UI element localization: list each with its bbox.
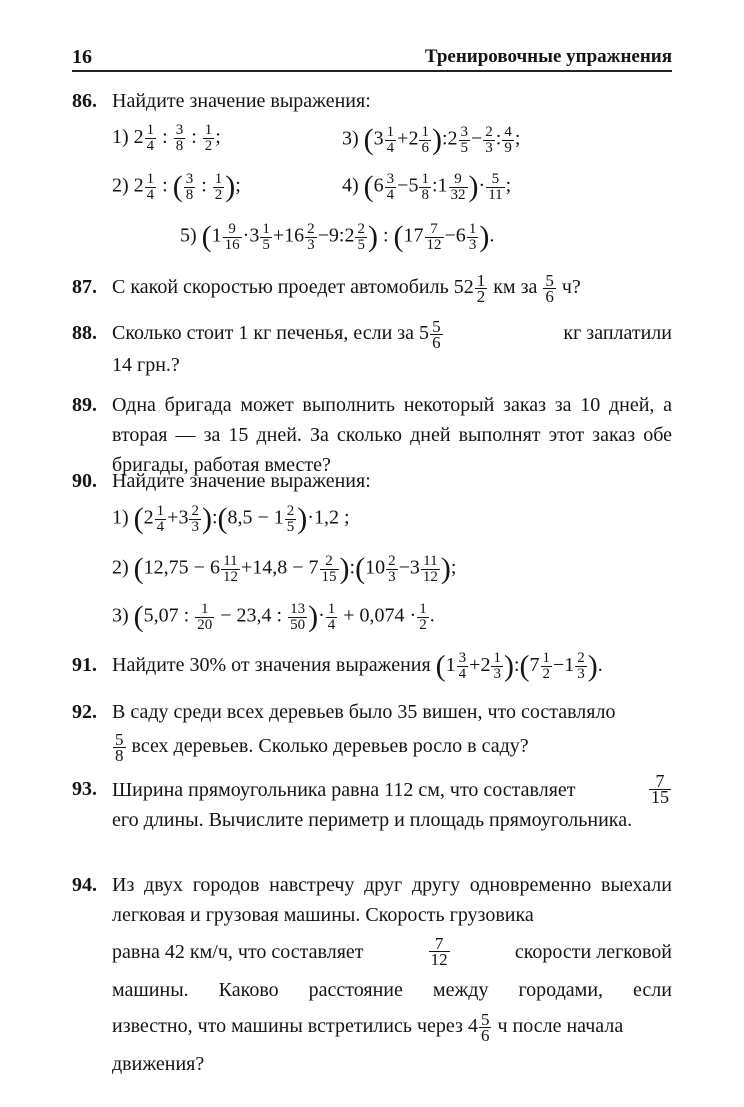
expr-86-3: 3) (3 $\frac{1}{4}$ +2 $\frac{1}{6}$ ):2 $\frac{3}{5}$ − $\frac{2}{3}$ : $\frac{4}{9}$ ; [342, 123, 521, 156]
task-90 [72, 466, 672, 496]
expr-86-5: 5) (1 $\frac{9}{16}$ ·3 $\frac{1}{5}$ +16 $\frac{2}{3}$ −9:2 $\frac{2}{5}$ ) : (17 $\frac{7}{12}$ −6 $\frac{1}{3}$ ). [180, 220, 495, 253]
task-94: 94. Из двух городов навстречу друг другу одновременно выехали легковая и грузовая машины. Скорость грузовика равна 42 км/ч, что составляет $\frac{7}{12}$ скорости легковой машины. Каково расстояние между городами, если известно, что машины встретились через 4 $\frac{5}{6}$ ч после начала движения? [72, 870, 672, 1070]
task-text: Найдите значение выражения: [112, 470, 371, 492]
page-number: 16 [72, 46, 92, 68]
section-title: Тренировочные упражнения [424, 46, 672, 67]
expr-90-1: 1) (2 $\frac{1}{4}$ +3 $\frac{2}{3}$ ):(8,5 − 1 $\frac{2}{5}$ )·1,2 ; [112, 502, 350, 535]
task-92: 92. В саду среди всех деревьев было 35 вишен, что составляло $\frac{5}{8}$ всех деревьев. Сколько деревьев росло в саду? [72, 697, 672, 767]
task-87: 87. С какой скоростью проедет автомобиль 52 $\frac{1}{2}$ км за $\frac{5}{6}$ ч? [72, 270, 581, 306]
task-number: 92. [72, 701, 97, 723]
task-93: 93. Ширина прямоугольника равна 112 см, что составляет $\frac{7}{15}$ его длины. Вычислите периметр и площадь прямоугольника. [72, 771, 669, 831]
task-number: 86. [72, 90, 97, 112]
expr-90-2: 2) (12,75 − 6 $\frac{11}{12}$ +14,8 − 7 $\frac{2}{15}$ ):(10 $\frac{2}{3}$ −3 $\frac{11}{12}$ ); [112, 552, 457, 585]
task-number: 89. [72, 394, 97, 416]
task-number: 88. [72, 322, 97, 344]
task-text: Одна бригада может выполнить некоторый заказ за 10 дней, а вторая — за 15 дней. За сколько дней выполнят этот заказ обе бригады, работая вместе? [112, 394, 672, 476]
task-number: 91. [72, 654, 97, 676]
page-header [72, 44, 672, 72]
expr-86-2: 2) 2 $\frac{1}{4}$ : ( $\frac{3}{8}$ : $\frac{1}{2}$ ); [112, 170, 241, 203]
expr-86-4: 4) (6 $\frac{3}{4}$ −5 $\frac{1}{8}$ :1 $\frac{9}{32}$ )· $\frac{5}{11}$ ; [342, 170, 512, 203]
task-text: Найдите значение выражения: [112, 90, 371, 112]
task-88: 88. Сколько стоит 1 кг печенья, если за 5 $\frac{5}{6}$ кг заплатили 14 грн.? [72, 316, 672, 376]
expr-86-1: 1) 2 $\frac{1}{4}$ : $\frac{3}{8}$ : $\frac{1}{2}$ ; [112, 122, 221, 154]
task-91: 91. Найдите 30% от значения выражения (1 $\frac{3}{4}$ +2 $\frac{1}{3}$ ):(7 $\frac{1}{2}$ −1 $\frac{2}{3}$ ). [72, 649, 603, 683]
expr-90-3: 3) (5,07 : $\frac{1}{20}$ − 23,4 : $\frac{13}{50}$ )· $\frac{1}{4}$ + 0,074 · $\frac{1}{2}$ . [112, 600, 435, 633]
task-number: 93. [72, 778, 97, 800]
task-number: 87. [72, 276, 97, 298]
task-86 [72, 86, 672, 116]
task-number: 94. [72, 874, 97, 896]
task-number: 90. [72, 470, 97, 492]
